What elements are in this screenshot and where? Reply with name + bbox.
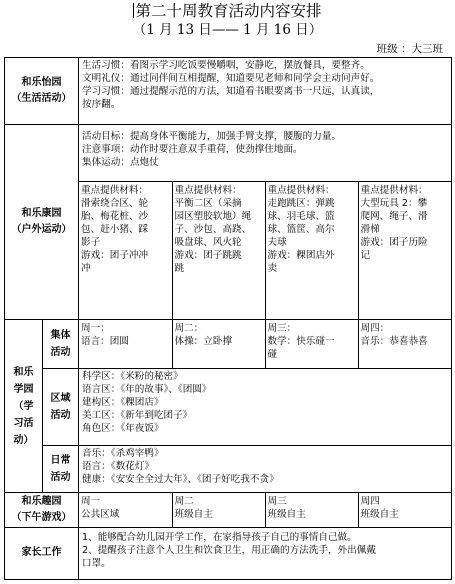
- daily-activity-content: [79, 445, 452, 492]
- group-item: 音乐：恭喜恭喜: [360, 336, 428, 348]
- parents-line: 1、能够配合幼儿园开学工作，在家指导孩子自己的事情自己做。: [82, 531, 357, 543]
- material-line: 重点提供材料：: [174, 185, 242, 197]
- group-item: 体操：立卧撑: [174, 336, 233, 348]
- material-line: 胎、梅花桩、沙: [81, 211, 149, 223]
- afternoon-subtitle: （下午游戏）: [11, 511, 72, 523]
- label-line: 日常: [50, 454, 71, 466]
- life-row: [5, 58, 452, 125]
- material-line: 重点提供材料：: [81, 185, 149, 197]
- life-line: 按序翻。: [82, 99, 121, 110]
- afternoon-row: [5, 492, 452, 527]
- afternoon-item: 公共区域: [81, 508, 120, 520]
- sports-goal-row: [5, 125, 452, 182]
- sports-title: 和乐康园: [21, 208, 62, 220]
- material-line: 冲: [81, 263, 91, 275]
- afternoon-wed: [265, 493, 358, 527]
- parents-line: 口罩。: [82, 557, 111, 569]
- life-content: [79, 58, 452, 125]
- schedule-table: [4, 57, 452, 580]
- group-activity-label: [43, 320, 79, 368]
- sports-line: 集体运动：点炮仗: [82, 157, 159, 169]
- parents-row: [5, 527, 452, 579]
- group-item: 数学：快乐碰一: [267, 336, 335, 348]
- study-title-line: 习活: [13, 417, 34, 429]
- life-section-header: [5, 58, 79, 125]
- material-line: 跳: [174, 263, 185, 275]
- label-line: 区域: [50, 392, 71, 404]
- material-line: 球、羽毛球、篮: [267, 211, 335, 223]
- material-line: 夫球: [267, 237, 287, 249]
- date-range: （1 月 13 日—— 1 月 16 日）: [132, 22, 323, 38]
- material-line: 爬网、绳子、滑: [360, 211, 428, 223]
- area-activity-label: [43, 368, 79, 445]
- area-line: 美工区：《新年到吃团子》: [82, 409, 193, 421]
- material-line: 游戏：团子历险: [360, 237, 428, 249]
- group-day: 周四：: [360, 323, 390, 335]
- material-line: 球、篮筐、高尔: [267, 224, 335, 236]
- material-line: 走跑跳区：弹跳: [267, 198, 335, 210]
- sports-materials-cell: [79, 182, 452, 320]
- study-title-line: 学园: [13, 383, 34, 395]
- document-title: [0, 2, 455, 21]
- label-line: 活动: [50, 471, 71, 483]
- sports-materials-grid: [79, 182, 451, 319]
- afternoon-day: 周四: [360, 495, 380, 507]
- material-line: 园区塑胶软地）绳: [174, 211, 252, 223]
- afternoon-thu: [358, 493, 451, 527]
- afternoon-section-header: [5, 492, 79, 527]
- life-line: 文明礼仪：通过同伴间互相提醒，知道要见老师和同学会主动问声好。: [82, 73, 380, 84]
- material-line: 吸盘球、风火轮: [174, 237, 242, 249]
- sports-line: 活动目标：提高身体平衡能力，加强手臂支撑，腰腹的力量。: [82, 131, 342, 143]
- material-line: 包、赶小猪、踩: [81, 224, 149, 236]
- material-line: 重点提供材料：: [360, 185, 428, 197]
- daily-line: 健康：《安安全全过大年》、《团子好吃我不贪》: [82, 473, 279, 485]
- document-title-text: 第二十周教育活动内容安排: [135, 2, 322, 20]
- area-line: 建构区：《粿团店》: [82, 396, 164, 408]
- material-line: 重点提供材料：: [267, 185, 335, 197]
- material-line: 游戏：团子跳跳: [174, 250, 242, 262]
- group-day: 周一：: [81, 323, 110, 335]
- sports-materials-col-3: [265, 182, 358, 319]
- afternoon-day: 周二: [174, 495, 194, 507]
- group-activity-mon: [79, 320, 172, 367]
- afternoon-item: 班级自主: [174, 508, 213, 520]
- group-item: 语言：团圆: [81, 336, 129, 348]
- daily-line: 语言：《数花灯》: [82, 460, 154, 472]
- group-activity-wed: [265, 320, 358, 367]
- afternoon-day: 周一: [81, 495, 101, 507]
- group-day: 周三：: [267, 323, 297, 335]
- afternoon-mon: [79, 493, 172, 527]
- afternoon-grid: [79, 493, 451, 527]
- life-title: 和乐怡园: [21, 77, 62, 89]
- sports-section-header: [5, 125, 79, 320]
- parents-section-header: [5, 527, 79, 579]
- study-title-line: 动）: [13, 434, 34, 446]
- study-area-row: [5, 368, 452, 445]
- label-line: 活动: [50, 409, 71, 421]
- label-line: 集体: [50, 330, 71, 342]
- daily-activity-label: [43, 445, 79, 492]
- class-label: 班级 ：大三班: [376, 43, 443, 55]
- group-activity-grid: [79, 320, 451, 367]
- study-title-line: （学: [13, 400, 34, 412]
- study-title-line: 和乐: [13, 366, 34, 378]
- afternoon-tue: [172, 493, 265, 527]
- study-section-header: [5, 320, 43, 492]
- area-line: 语言区：《年的故事》、《团圆》: [82, 383, 212, 395]
- area-line: 角色区：《年夜饭》: [82, 422, 164, 434]
- material-line: 游戏：粿团店外: [267, 250, 335, 262]
- group-activity-tue: [172, 320, 265, 367]
- study-daily-row: [5, 445, 452, 492]
- afternoon-title: 和乐趣园: [21, 495, 62, 507]
- sports-materials-col-2: [172, 182, 265, 319]
- daily-line: 音乐：《杀鸡宰鸭》: [82, 447, 164, 459]
- sports-materials-col-1: [79, 182, 172, 319]
- area-line: 科学区：《米粉的秘密》: [82, 370, 183, 382]
- life-line: 学习习惯：通过提醒示范的方法，知道看书眼要离书一尺远，认真读，: [82, 86, 380, 97]
- area-activity-content: [79, 368, 452, 445]
- material-line: 滑索绕合区、轮: [81, 198, 149, 210]
- parents-line: 2、提醒孩子注意个人卫生和饮食卫生，用正确的方法洗手，外出佩戴: [82, 544, 376, 556]
- life-subtitle: （生活活动）: [11, 93, 72, 105]
- group-activity-thu: [358, 320, 451, 367]
- sports-materials-col-4: [358, 182, 451, 319]
- parents-title: 家长工作: [21, 547, 62, 559]
- material-line: 平衡二区（采摘: [174, 198, 242, 210]
- study-group-row: [5, 320, 452, 368]
- afternoon-day: 周三: [267, 495, 287, 507]
- life-line: 生活习惯：看图示学习吃饭要慢嚼咽，安静吃，摆放餐具，要整齐。: [82, 60, 370, 71]
- sports-goal-content: [79, 125, 452, 182]
- material-line: 记: [360, 250, 371, 262]
- group-activity-cell: [79, 320, 452, 368]
- afternoon-item: 班级自主: [267, 508, 306, 520]
- material-line: 大型玩具 2：攀: [360, 198, 428, 210]
- parents-content: [79, 527, 452, 579]
- group-day: 周二：: [174, 323, 204, 335]
- material-line: 滑梯: [360, 224, 380, 236]
- afternoon-cell: [79, 492, 452, 527]
- material-line: 影子: [81, 237, 101, 249]
- material-line: 游戏：团子冲冲: [81, 250, 149, 262]
- material-line: 子、沙包、高跷、: [174, 224, 252, 236]
- afternoon-item: 班级自主: [360, 508, 399, 520]
- sports-line: 注意事项：动作时要注意双手重荷，使劲撑住地面。: [82, 144, 303, 156]
- group-item: 碰: [267, 349, 278, 361]
- material-line: 卖: [267, 263, 278, 275]
- label-line: 活动: [50, 347, 71, 359]
- sports-subtitle: （户外运动）: [11, 224, 72, 236]
